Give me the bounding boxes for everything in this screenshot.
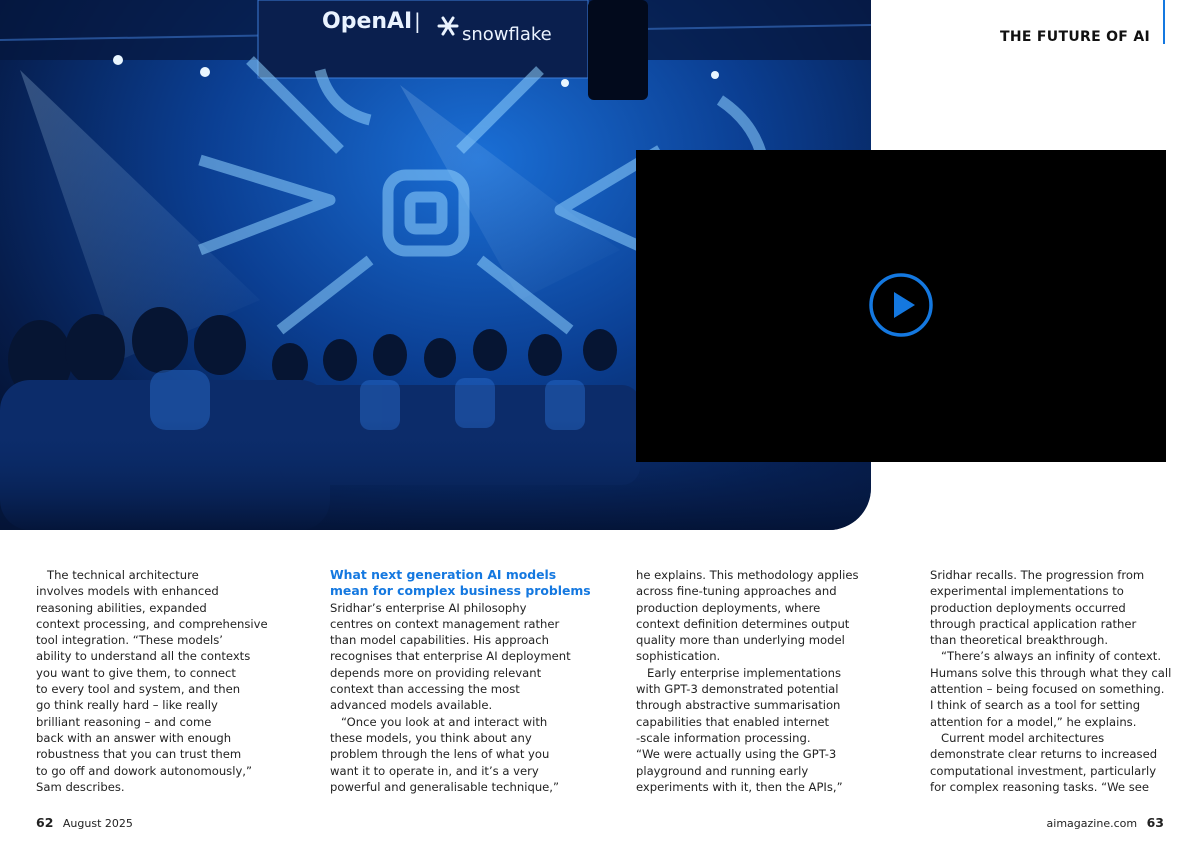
- subheading-line: What next generation AI models: [330, 567, 557, 582]
- text-line: production deployments occurred: [930, 600, 1126, 615]
- text-line: than model capabilities. His approach: [330, 633, 550, 648]
- text-line: context processing, and comprehensive: [36, 616, 268, 631]
- text-line: “We were actually using the GPT-3: [636, 747, 837, 762]
- section-label: THE FUTURE OF AI: [1000, 29, 1150, 45]
- text-line: go think really hard – like really: [36, 698, 218, 713]
- article-column-2: [330, 567, 591, 795]
- footer-left: [36, 815, 133, 830]
- text-line: these models, you think about any: [330, 730, 532, 745]
- section-subheading: [330, 567, 591, 600]
- issue-date: August 2025: [62, 817, 133, 830]
- text-line: to every tool and system, and then: [36, 682, 241, 697]
- section-rule: [1163, 0, 1165, 44]
- text-line: you want to give them, to connect: [36, 665, 236, 680]
- paragraph-continued: [36, 583, 272, 795]
- paragraph: [930, 567, 1166, 648]
- banner-openai-text: OpenAI: [322, 9, 413, 34]
- paragraph-continued: [636, 681, 872, 795]
- footer-right: [1047, 815, 1164, 830]
- text-line: robustness that you can trust them: [36, 747, 242, 762]
- text-line: tool integration. “These models’: [36, 633, 223, 648]
- text-line: Sam describes.: [36, 779, 125, 794]
- text-line: advanced models available.: [330, 698, 493, 713]
- banner-snowflake-text: snowflake: [462, 24, 552, 45]
- text-line: attention for a model,” he explains.: [930, 714, 1137, 729]
- text-line: attention – being focused on something.: [930, 682, 1165, 697]
- text-line: to go off and dowork autonomously,”: [36, 763, 253, 778]
- text-line: involves models with enhanced: [36, 584, 219, 599]
- text-line: through abstractive summarisation: [636, 698, 841, 713]
- text-line: Sridhar’s enterprise AI philosophy: [330, 600, 527, 615]
- paragraph: [330, 714, 566, 730]
- play-icon[interactable]: [869, 273, 933, 337]
- text-line: reasoning abilities, expanded: [36, 600, 207, 615]
- text-line: capabilities that enabled internet: [636, 714, 830, 729]
- text-line: “There’s always an infinity of context.: [941, 649, 1162, 664]
- text-line: I think of search as a tool for setting: [930, 698, 1141, 713]
- text-line: across fine-tuning approaches and: [636, 584, 837, 599]
- paragraph: [636, 567, 872, 665]
- text-line: than theoretical breakthrough.: [930, 633, 1109, 648]
- text-line: back with an answer with enough: [36, 730, 232, 745]
- text-line: sophistication.: [636, 649, 721, 664]
- text-line: centres on context management rather: [330, 616, 560, 631]
- text-line: demonstrate clear returns to increased: [930, 747, 1158, 762]
- text-line: “Once you look at and interact with: [341, 714, 548, 729]
- paragraph: [930, 730, 1166, 746]
- text-line: experiments with it, then the APIs,”: [636, 779, 843, 794]
- text-line: with GPT-3 demonstrated potential: [636, 682, 839, 697]
- article-column-1: [36, 567, 272, 795]
- text-line: brilliant reasoning – and come: [36, 714, 212, 729]
- text-line: he explains. This methodology applies: [636, 568, 859, 582]
- paragraph: [36, 567, 272, 583]
- text-line: playground and running early: [636, 763, 809, 778]
- text-line: for complex reasoning tasks. “We see: [930, 779, 1150, 794]
- text-line: through practical application rather: [930, 616, 1137, 631]
- text-line: quality more than underlying model: [636, 633, 845, 648]
- text-line: context than accessing the most: [330, 682, 520, 697]
- text-line: Early enterprise implementations: [647, 665, 841, 680]
- text-line: recognises that enterprise AI deployment: [330, 649, 571, 664]
- text-line: context definition determines output: [636, 616, 850, 631]
- page-number-right: 63: [1146, 815, 1164, 830]
- text-line: want it to operate in, and it’s a very: [330, 763, 539, 778]
- text-line: ability to understand all the contexts: [36, 649, 251, 664]
- site-url[interactable]: aimagazine.com: [1046, 817, 1138, 830]
- text-line: depends more on providing relevant: [330, 665, 542, 680]
- banner-divider: |: [414, 9, 421, 33]
- text-line: The technical architecture: [47, 568, 199, 582]
- text-line: -scale information processing.: [636, 730, 811, 745]
- text-line: Sridhar recalls. The progression from: [930, 568, 1145, 582]
- text-line: Humans solve this through what they call: [930, 665, 1172, 680]
- paragraph-continued: [930, 746, 1166, 795]
- paragraph-continued: [330, 730, 566, 795]
- text-line: production deployments, where: [636, 600, 821, 615]
- article-column-4: [930, 567, 1172, 795]
- paragraph: [930, 648, 1166, 664]
- subheading-line: mean for complex business problems: [330, 583, 591, 599]
- paragraph: [636, 665, 872, 681]
- video-player[interactable]: [636, 150, 1166, 462]
- text-line: experimental implementations to: [930, 584, 1124, 599]
- text-line: computational investment, particularly: [930, 763, 1157, 778]
- text-line: problem through the lens of what you: [330, 747, 550, 762]
- paragraph-continued: [930, 665, 1172, 730]
- paragraph: [330, 600, 571, 714]
- article-column-3: [636, 567, 872, 795]
- page-number-left: 62: [36, 815, 54, 830]
- text-line: Current model architectures: [941, 730, 1105, 745]
- text-line: powerful and generalisable technique,”: [330, 779, 559, 794]
